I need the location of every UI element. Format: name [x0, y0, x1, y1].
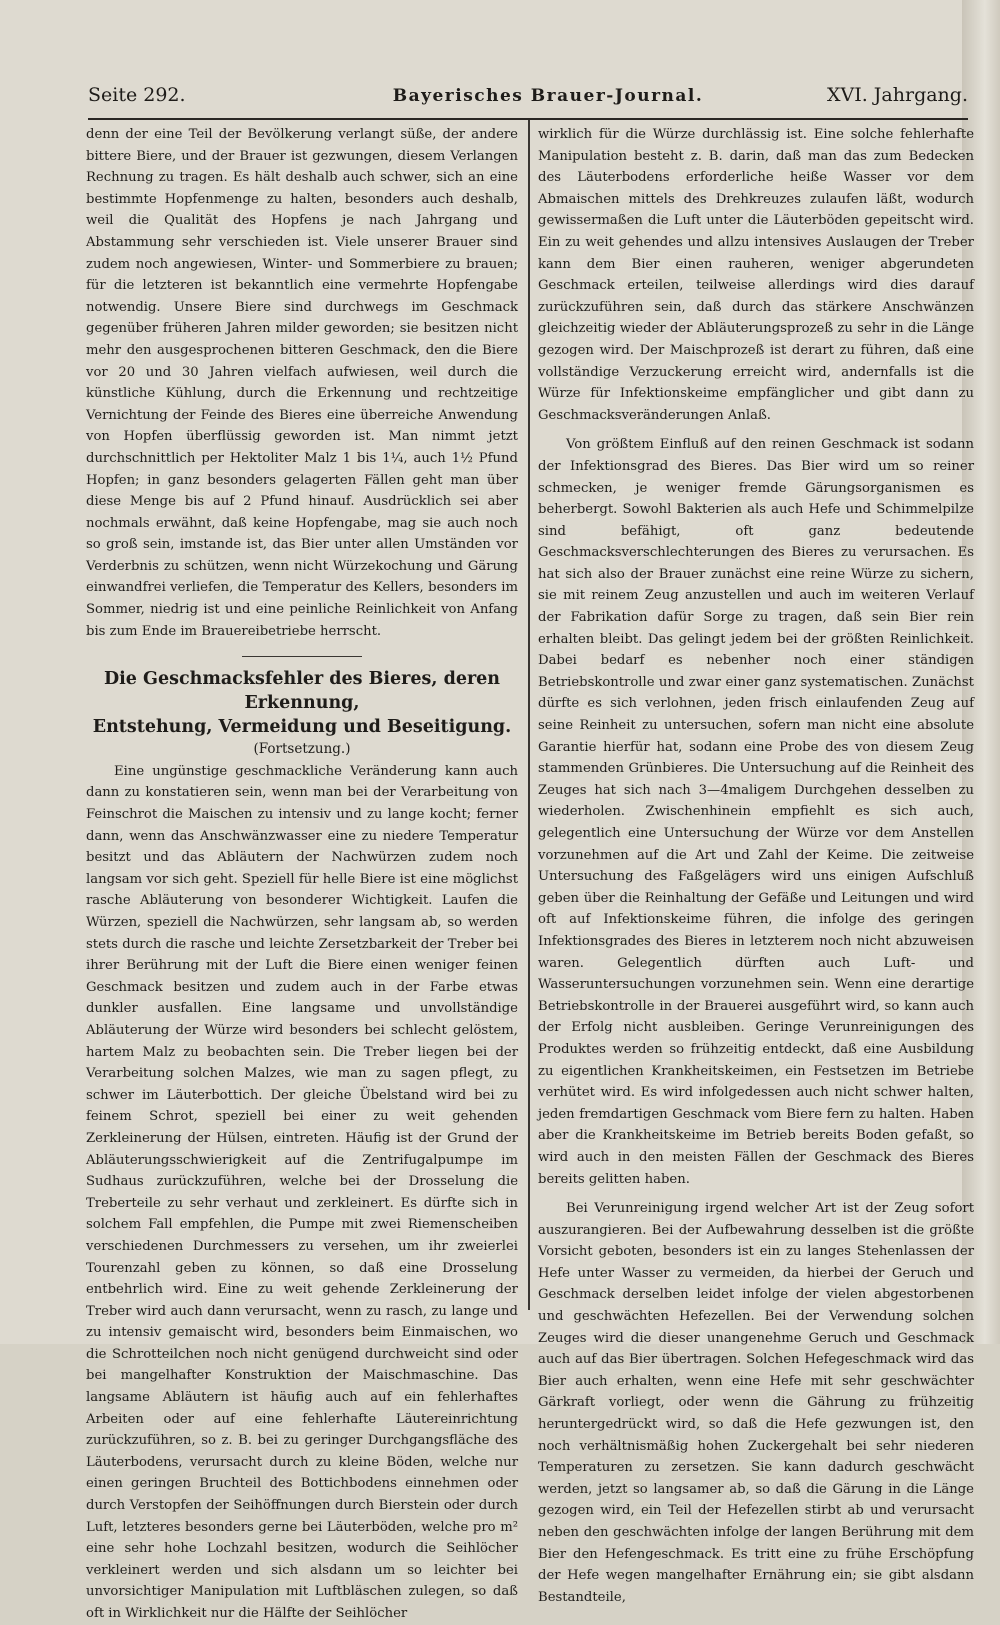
- page-number: Seite 292.: [88, 84, 186, 106]
- article-title: [86, 667, 518, 739]
- right-column: [538, 124, 974, 1608]
- column-divider: [528, 120, 530, 1310]
- article-subtitle: (Fortsetzung.): [253, 741, 351, 758]
- article-paragraph: Eine ungünstige geschmackliche Veränderung kann auch dann zu konstatieren sein, wenn man bei der Verarbeitung von Feinschrot die Maischen zu intensiv und zu lange kocht; ferner dann, wenn das Anschwänzwasser eine zu niedere Temperatur besitzt und das Abläutern der Nachwürzen zudem noch langsam vor sich geht. Speziell für helle Biere ist eine möglichst rasche Abläuterung von besonderer Wichtigkeit. Laufen die Würzen, speziell die Nachwürzen, sehr langsam ab, so werden stets durch die rasche und leichte Zersetzbarkeit der Treber bei ihrer Berührung mit der Luft die Biere einen weniger feinen Geschmack besitzen und zudem auch in der Farbe etwas dunkler ausfallen. Eine langsame und unvollständige Abläuterung der Würze wird besonders bei schlecht gelöstem, hartem Malz zu beobachten sein. Die Treber liegen bei der Verarbeitung solchen Malzes, wie man zu sagen pflegt, zu schwer im Läuterbottich. Der gleiche Übelstand wird bei zu feinem Schrot, speziell bei einer zu weit gehenden Zerkleinerung der Hülsen, eintreten. Häufig ist der Grund der Abläuterungsschwierigkeit auf die Zentrifugalpumpe im Sudhaus zurückzuführen, welche bei der Drosselung die Treberteile zu sehr verhaut und zerkleinert. Es dürfte sich in solchem Fall empfehlen, die Pumpe mit zwei Riemenscheiben verschiedenen Durchmessers zu versehen, um ihr zweierlei Tourenzahl geben zu können, so daß eine Drosselung entbehrlich wird. Eine zu weit gehende Zerkleinerung der Treber wird auch dann verursacht, wenn zu rasch, zu lange und zu intensiv gemaischt wird, besonders beim Einmaischen, wo die Schrotteilchen noch nicht genügend durchweicht sind oder bei mangelhafter Konstruktion der Maischmaschine. Das langsame Abläutern ist häufig auch auf ein fehlerhaftes Arbeiten oder auf eine fehlerhafte Läutereinrichtung zurückzuführen, so z. B. bei zu geringer Durchgangsfläche des Läuterbodens, verursacht durch zu kleine Böden, welche nur einen geringen Bruchteil des Bottichbodens einnehmen oder durch Verstopfen der Seihöffnungen durch Bierstein oder durch Luft, letzteres besonders gerne bei Läuterböden, welche pro m² eine sehr hohe Lochzahl besitzen, wodurch die Seihlöcher verkleinert werden und sich alsdann um so leichter bei unvorsichtiger Manipulation mit Luftbläschen zulegen, so daß oft in Wirklichkeit nur die Hälfte der Seihlöcher: [86, 763, 518, 1621]
- right-paragraph-2: Von größtem Einfluß auf den reinen Geschmack ist sodann der Infektionsgrad des Bieres. Das Bier wird um so reiner schmecken, je weniger fremde Gärungsorganismen es beherbergt. Sowohl Bakterien als auch Hefe und Schimmelpilze sind befähigt, oft ganz bedeutende Geschmacksverschlechterungen des Bieres zu verursachen. Es hat sich also der Brauer zunächst eine reine Würze zu sichern, sie mit reinem Zeug anzustellen und auch im weiteren Verlauf der Fabrikation dafür Sorge zu tragen, daß sein Bier rein erhalten bleibt. Das gelingt jedem bei der größten Reinlichkeit. Dabei bedarf es nebenher noch einer ständigen Betriebskontrolle und zwar einer ganz systematischen. Zunächst dürfte es sich verlohnen, jeden frisch einlaufenden Zeug auf seine Reinheit zu untersuchen, sofern man nicht eine absolute Garantie hierfür hat, sodann eine Probe des von diesem Zeug stammenden Grünbieres. Die Untersuchung auf die Reinheit des Zeuges hat sich nach 3—4maligem Durchgehen desselben zu wiederholen. Zwischenhinein empfiehlt es sich auch, gelegentlich eine Untersuchung der Würze vor dem Anstellen vorzunehmen auf die Art und Zahl der Keime. Die zeitweise Untersuchung des Faßgelägers wird uns einigen Aufschluß geben über die Reinhaltung der Gefäße und Leitungen und wird oft auf Infektionskeime führen, die infolge des geringen Infektionsgrades des Bieres in letzterem noch nicht abzuweisen waren. Gelegentlich dürften auch Luft- und Wasseruntersuchungen vorzunehmen sein. Wenn eine derartige Betriebskontrolle in der Brauerei ausgeführt wird, so kann auch der Erfolg nicht ausbleiben. Geringe Verunreinigungen des Produktes werden so frühzeitig entdeckt, daß eine Ausbildung zu eigentlichen Krankheitskeimen, ein Festsetzen im Betriebe verhütet wird. Es wird infolgedessen auch nicht schwer halten, jeden fremdartigen Geschmack vom Biere fern zu halten. Haben aber die Krankheitskeime im Betrieb bereits Boden gefaßt, so wird auch in den meisten Fällen der Geschmack des Bieres bereits gelitten haben.: [538, 437, 974, 1187]
- right-paragraph-3: Bei Verunreinigung irgend welcher Art ist der Zeug sofort auszurangieren. Bei der Aufbewahrung desselben ist die größte Vorsicht geboten, besonders ist ein zu langes Stehenlassen der Hefe unter Wasser zu vermeiden, da hierbei der Geruch und Geschmack derselben leidet infolge der vielen abgestorbenen und geschwächten Hefezellen. Bei der Verwendung solchen Zeuges wird die dieser unangenehme Geruch und Geschmack auch auf das Bier übertragen. Solchen Hefegeschmack wird das Bier auch erhalten, wenn eine Hefe mit sehr geschwächter Gärkraft vorliegt, oder wenn die Gährung zu frühzeitig heruntergedrückt wird, so daß die Hefe gezwungen ist, den noch verhältnismäßig hohen Zuckergehalt bei sehr niederen Temperaturen zu zersetzen. Sie kann dadurch geschwächt werden, jetzt so langsamer ab, so daß die Gärung in die Länge gezogen wird, ein Teil der Hefezellen stirbt ab und verursacht neben den geschwächten infolge der langen Berührung mit dem Bier den Hefengeschmack. Es tritt eine zu frühe Erschöpfung der Hefe wegen mangelhafter Ernährung ein; sie gibt alsdann Bestandteile,: [538, 1201, 974, 1605]
- section-separator: [242, 656, 362, 657]
- volume-label: XVI. Jahrgang.: [826, 84, 968, 106]
- right-paragraph-1: wirklich für die Würze durchlässig ist. Eine solche fehlerhafte Manipulation besteht z. B. darin, daß man das zum Bedecken des Läuterbodens erforderliche heiße Wasser vor dem Abmaischen mittels des Drehkreuzes zulaufen läßt, wodurch gewissermaßen die Luft unter die Läuterböden gepeitscht wird. Ein zu weit gehendes und allzu intensives Auslaugen der Treber kann dem Bier einen rauheren, weniger abgerundeten Geschmack erteilen, teilweise allerdings wird dies darauf zurückzuführen sein, daß durch das stärkere Anschwänzen gleichzeitig wieder der Abläuterungsprozeß zu sehr in die Länge gezogen wird. Der Maischprozeß ist derart zu führen, daß eine vollständige Verzuckerung erreicht wird, andernfalls ist die Würze für Infektionskeime empfänglicher und gibt dann zu Geschmacksveränderungen Anlaß.: [538, 127, 974, 423]
- paragraph-gap: [538, 1190, 974, 1198]
- article-title-line-1: Die Geschmacksfehler des Bieres, deren Erkennung,: [103, 669, 501, 714]
- paragraph-gap: [538, 426, 974, 434]
- page-header: [88, 80, 968, 114]
- journal-title: Bayerisches Brauer-Journal.: [392, 86, 704, 106]
- article-title-line-2: Entstehung, Vermeidung und Beseitigung.: [92, 717, 512, 738]
- left-column: [86, 124, 518, 1625]
- continuation-paragraph: denn der eine Teil der Bevölkerung verlangt süße, der andere bittere Biere, und der Brauer ist gezwungen, diesem Verlangen Rechnung zu tragen. Es hält deshalb auch schwer, sich an eine bestimmte Hopfenmenge zu halten, besonders auch deshalb, weil die Qualität des Hopfens je nach Jahrgang und Abstammung sehr verschieden ist. Viele unserer Brauer sind zudem noch angewiesen, Winter- und Sommerbiere zu brauen; für die letzteren ist bekanntlich eine vermehrte Hopfengabe notwendig. Unsere Biere sind durchwegs im Geschmack gegenüber früheren Jahren milder geworden; sie besitzen nicht mehr den ausgesprochenen bitteren Geschmack, den die Biere vor 20 und 30 Jahren vielfach aufwiesen, weil durch die künstliche Kühlung, durch die Erkennung und rechtzeitige Vernichtung der Feinde des Bieres eine überreiche Anwendung von Hopfen überflüssig geworden ist. Man nimmt jetzt durchschnittlich per Hektoliter Malz 1 bis 1¼, auch 1½ Pfund Hopfen; in ganz besonders gelagerten Fällen geht man über diese Menge bis auf 2 Pfund hinauf. Ausdrücklich sei aber nochmals erwähnt, daß keine Hopfengabe, mag sie auch noch so groß sein, imstande ist, das Bier unter allen Umständen vor Verderbnis zu schützen, wenn nicht Würzekochung und Gärung einwandfrei verliefen, die Temperatur des Kellers, besonders im Sommer, niedrig ist und eine peinliche Reinlichkeit von Anfang bis zum Ende im Brauereibetriebe herrscht.: [86, 127, 518, 639]
